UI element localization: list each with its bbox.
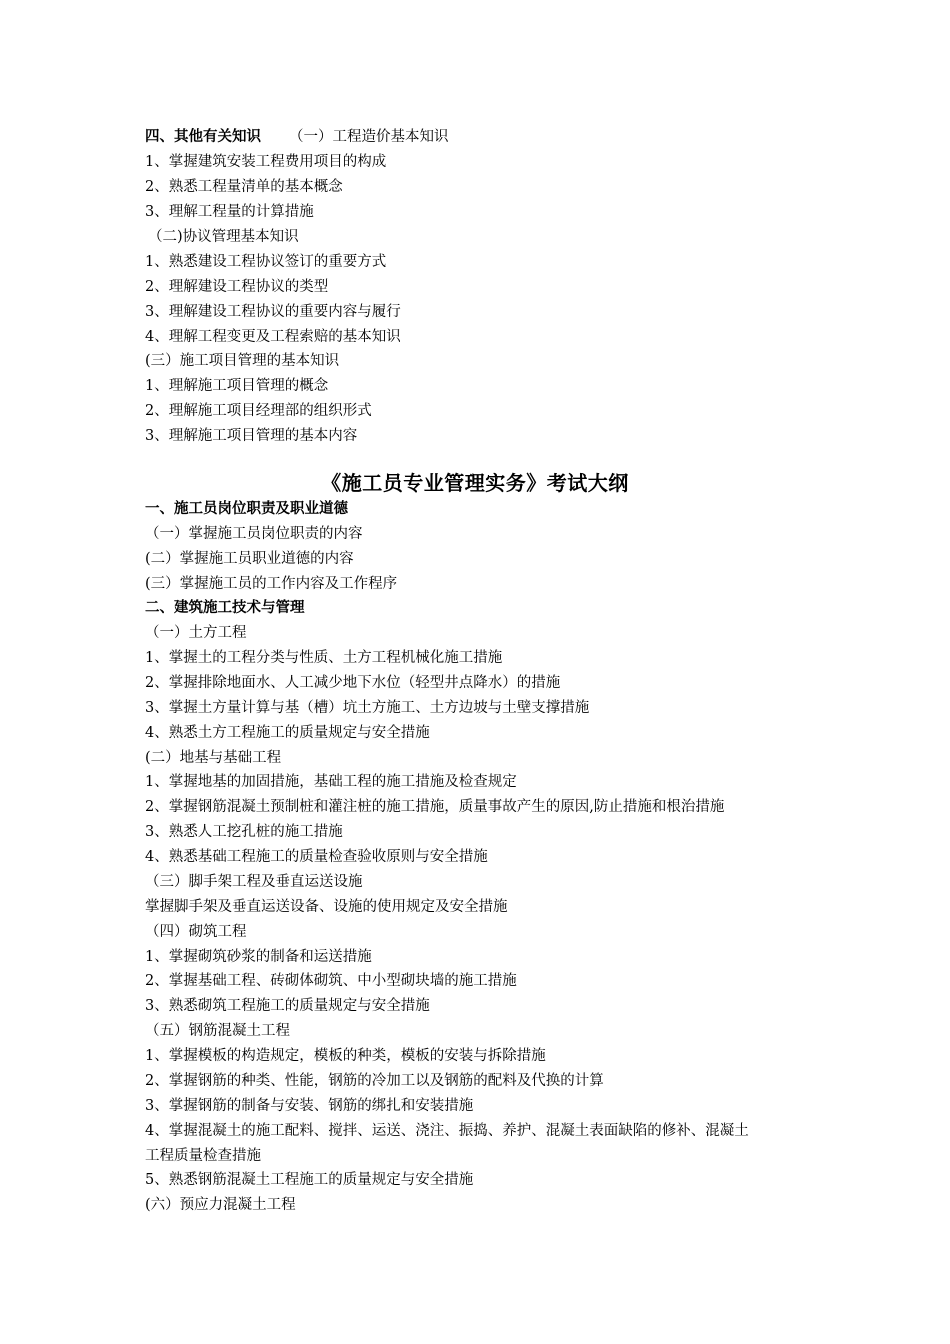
- section-4-heading: 四、其他有关知识: [145, 129, 261, 145]
- section-4-heading-line: [145, 127, 449, 147]
- subheading: （二)协议管理基本知识: [148, 229, 299, 245]
- list-item: 3、理解施工项目管理的基本内容: [145, 428, 358, 444]
- list-item: 1、掌握砌筑砂浆的制备和运送措施: [145, 949, 372, 965]
- list-item: 5、熟悉钢筋混凝土工程施工的质量规定与安全措施: [145, 1172, 474, 1188]
- list-item: 3、熟悉砌筑工程施工的质量规定与安全措施: [145, 998, 430, 1014]
- list-item: 1、熟悉建设工程协议签订的重要方式: [145, 254, 387, 270]
- list-item: 1、掌握建筑安装工程费用项目的构成: [145, 154, 387, 170]
- list-item: 2、掌握钢筋混凝土预制桩和灌注桩的施工措施，质量事故产生的原因,防止措施和根治措施: [145, 799, 725, 815]
- list-item: 1、掌握模板的构造规定，模板的种类，模板的安装与拆除措施: [145, 1048, 546, 1064]
- subheading: （一）土方工程: [145, 625, 247, 641]
- part-1-heading: 一、施工员岗位职责及职业道德: [145, 501, 348, 517]
- list-item: 掌握脚手架及垂直运送设备、设施的使用规定及安全措施: [145, 899, 508, 915]
- subheading: （一）掌握施工员岗位职责的内容: [145, 526, 363, 542]
- list-item: 4、掌握混凝土的施工配料、搅拌、运送、浇注、振捣、养护、混凝土表面缺陷的修补、混凝土: [145, 1123, 749, 1139]
- list-item: 2、掌握基础工程、砖砌体砌筑、中小型砌块墙的施工措施: [145, 973, 517, 989]
- subheading: （三）脚手架工程及垂直运送设施: [145, 874, 363, 890]
- list-item: 1、理解施工项目管理的概念: [145, 378, 329, 394]
- list-item: 4、熟悉土方工程施工的质量规定与安全措施: [145, 725, 430, 741]
- list-item: 3、熟悉人工挖孔桩的施工措施: [145, 824, 343, 840]
- subheading: （五）钢筋混凝土工程: [145, 1023, 290, 1039]
- subheading: (三）掌握施工员的工作内容及工作程序: [145, 576, 398, 592]
- list-item: 2、熟悉工程量清单的基本概念: [145, 179, 343, 195]
- subheading: (二）地基与基础工程: [145, 750, 282, 766]
- section-4-first-sub: （一）工程造价基本知识: [289, 129, 449, 145]
- list-item: 1、掌握地基的加固措施，基础工程的施工措施及检查规定: [145, 774, 517, 790]
- list-item-continuation: 工程质量检查措施: [145, 1148, 261, 1164]
- outline-title: 《施工员专业管理实务》考试大纲: [321, 471, 629, 495]
- list-item: 2、掌握排除地面水、人工减少地下水位（轻型井点降水）的措施: [145, 675, 561, 691]
- subheading: (二）掌握施工员职业道德的内容: [145, 551, 354, 567]
- list-item: 2、理解施工项目经理部的组织形式: [145, 403, 372, 419]
- subheading: (六）预应力混凝土工程: [145, 1197, 296, 1213]
- list-item: 2、掌握钢筋的种类、性能，钢筋的冷加工以及钢筋的配料及代换的计算: [145, 1073, 604, 1089]
- list-item: 2、理解建设工程协议的类型: [145, 279, 329, 295]
- list-item: 1、掌握土的工程分类与性质、土方工程机械化施工措施: [145, 650, 503, 666]
- part-2-heading: 二、建筑施工技术与管理: [145, 600, 305, 616]
- list-item: 4、熟悉基础工程施工的质量检查验收原则与安全措施: [145, 849, 488, 865]
- list-item: 3、理解建设工程协议的重要内容与履行: [145, 304, 401, 320]
- subheading: （四）砌筑工程: [145, 924, 247, 940]
- list-item: 4、理解工程变更及工程索赔的基本知识: [145, 329, 401, 345]
- list-item: 3、掌握土方量计算与基（槽）坑土方施工、土方边坡与土壁支撑措施: [145, 700, 590, 716]
- list-item: 3、理解工程量的计算措施: [145, 204, 314, 220]
- subheading: (三）施工项目管理的基本知识: [145, 353, 340, 369]
- list-item: 3、掌握钢筋的制备与安装、钢筋的绑扎和安装措施: [145, 1098, 474, 1114]
